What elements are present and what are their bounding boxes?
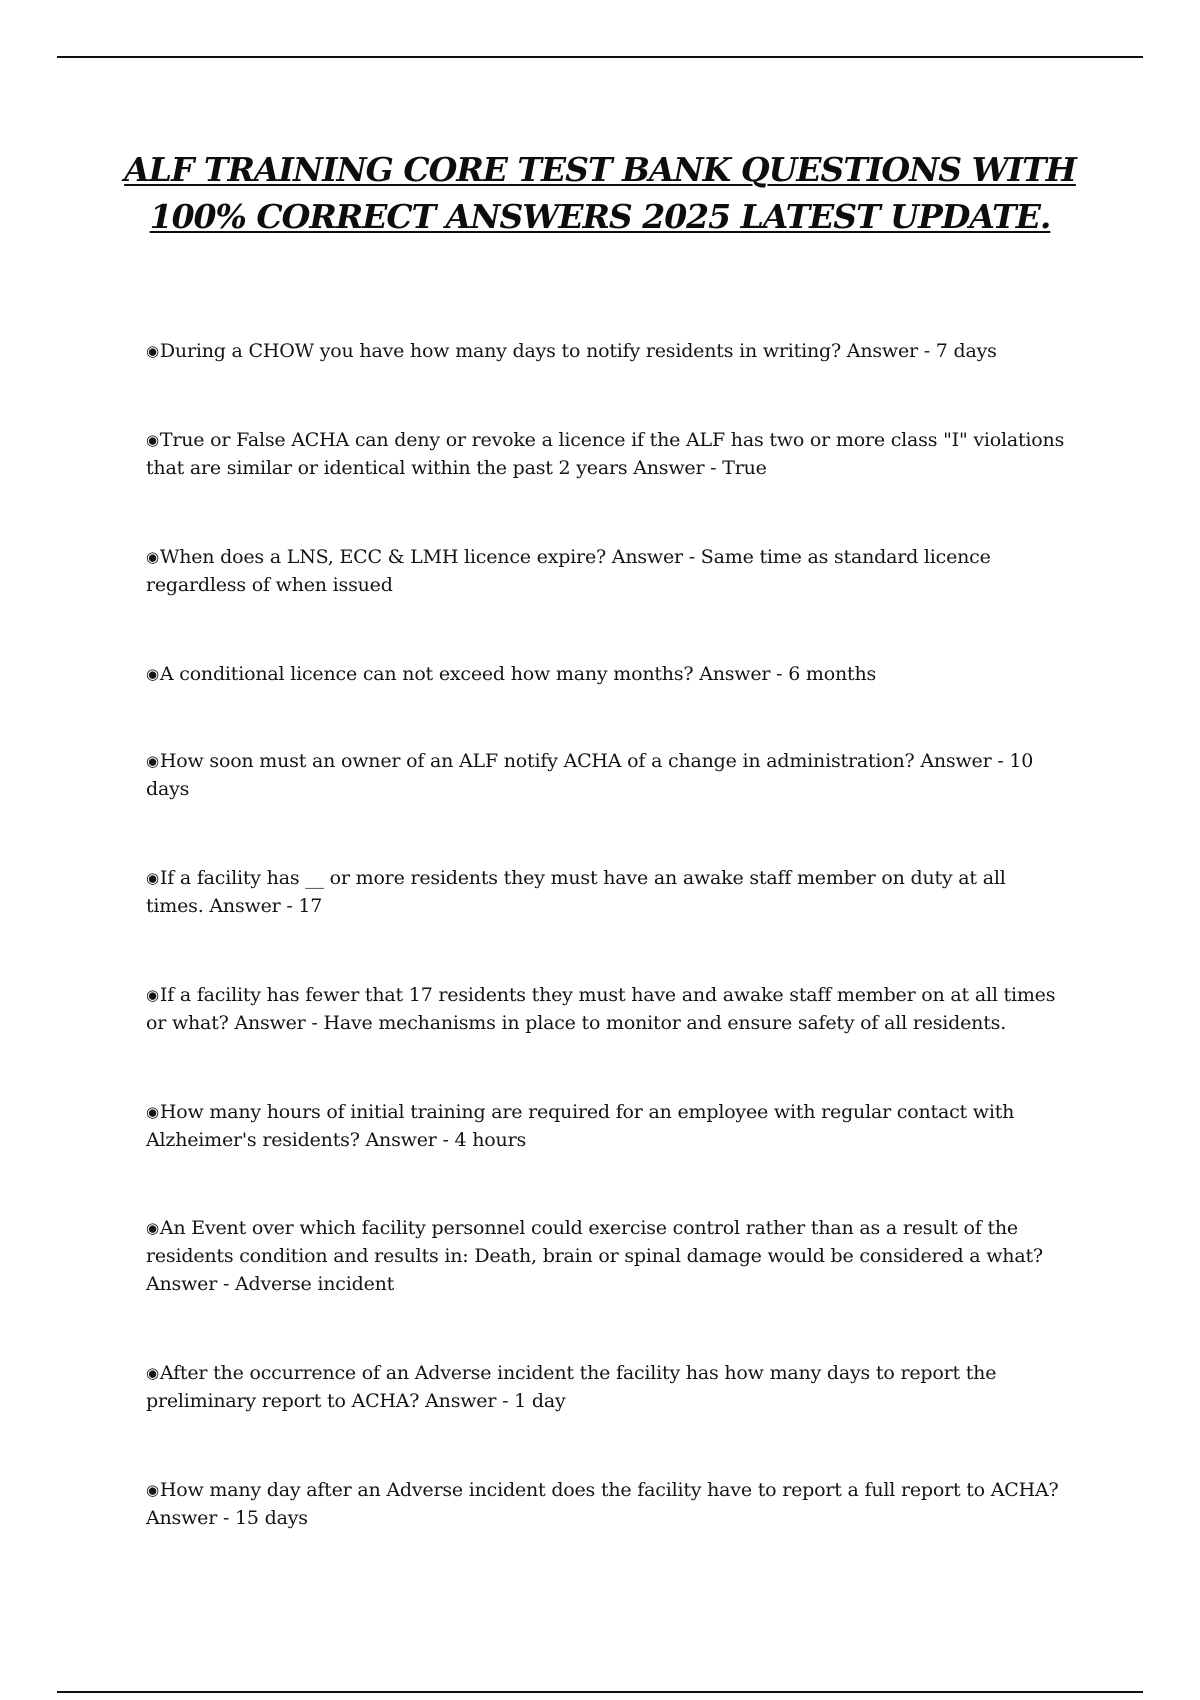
radio-bullet-icon: ◉ (146, 1364, 159, 1382)
qa-text: A conditional licence can not exceed how many months? Answer - 6 months (159, 663, 877, 685)
qa-text: If a facility has __ or more residents they must have an awake staff member on duty at all times. Answer - 17 (146, 867, 1006, 917)
qa-text: After the occurrence of an Adverse incident the facility has how many days to report the preliminary report to ACHA? Answer - 1 day (146, 1362, 997, 1412)
radio-bullet-icon: ◉ (146, 342, 159, 360)
qa-item (146, 660, 1066, 688)
radio-bullet-icon: ◉ (146, 431, 159, 449)
qa-item (146, 426, 1066, 482)
radio-bullet-icon: ◉ (146, 869, 159, 887)
qa-text: True or False ACHA can deny or revoke a licence if the ALF has two or more class "I" violations that are similar or identical within the past 2 years Answer - True (146, 429, 1065, 479)
qa-item (146, 337, 1066, 365)
qa-text: When does a LNS, ECC & LMH licence expire? Answer - Same time as standard licence regardless of when issued (146, 546, 991, 596)
qa-item (146, 1098, 1066, 1154)
qa-item (146, 864, 1066, 920)
radio-bullet-icon: ◉ (146, 665, 159, 683)
qa-text: An Event over which facility personnel could exercise control rather than as a result of the residents condition and results in: Death, brain or spinal damage would be considered a what? Answer - Adverse incident (146, 1217, 1043, 1295)
top-rule (57, 56, 1143, 58)
qa-item (146, 1214, 1066, 1298)
document-title (120, 146, 1080, 240)
radio-bullet-icon: ◉ (146, 548, 159, 566)
title-line-1: ALF TRAINING CORE TEST BANK QUESTIONS WITH (124, 150, 1076, 189)
radio-bullet-icon: ◉ (146, 986, 159, 1004)
bottom-rule (57, 1691, 1143, 1693)
qa-item (146, 543, 1066, 599)
radio-bullet-icon: ◉ (146, 1103, 159, 1121)
radio-bullet-icon: ◉ (146, 752, 159, 770)
qa-text: During a CHOW you have how many days to notify residents in writing? Answer - 7 days (159, 340, 997, 362)
radio-bullet-icon: ◉ (146, 1219, 159, 1237)
qa-text: How many day after an Adverse incident does the facility have to report a full report to ACHA? Answer - 15 days (146, 1479, 1059, 1529)
qa-item (146, 1359, 1066, 1415)
qa-text: How many hours of initial training are required for an employee with regular contact with Alzheimer's residents? Answer - 4 hours (146, 1101, 1015, 1151)
title-line-2: 100% CORRECT ANSWERS 2025 LATEST UPDATE. (149, 197, 1051, 236)
qa-text: If a facility has fewer that 17 residents they must have and awake staff member on at all times or what? Answer - Have mechanisms in place to monitor and ensure safety of all residents. (146, 984, 1056, 1034)
qa-item (146, 1476, 1066, 1532)
radio-bullet-icon: ◉ (146, 1481, 159, 1499)
qa-item (146, 747, 1066, 803)
qa-item (146, 981, 1066, 1037)
qa-text: How soon must an owner of an ALF notify ACHA of a change in administration? Answer - 10 days (146, 750, 1034, 800)
